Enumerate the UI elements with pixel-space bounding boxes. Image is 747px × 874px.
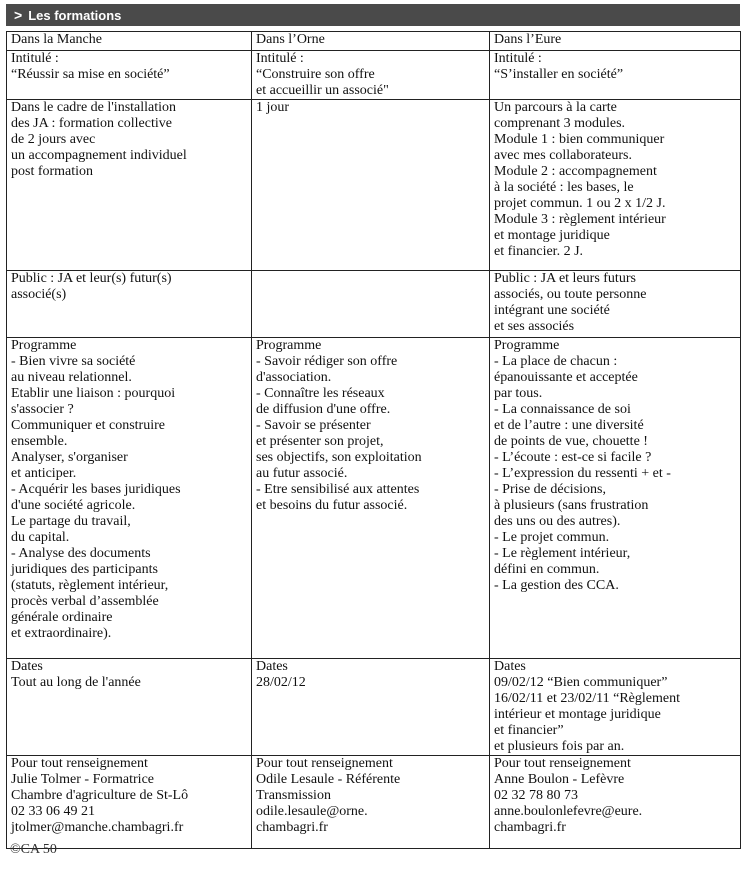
table-row-public xyxy=(7,271,741,338)
chevron-right-icon: > xyxy=(14,7,23,23)
cell-description-manche: Dans le cadre de l'installation des JA : formation collective de 2 jours avec un accompagnement individuel post formation xyxy=(7,100,252,271)
column-header-eure: Dans l’Eure xyxy=(490,32,741,51)
table-row-contact xyxy=(7,756,741,849)
cell-public-eure: Public : JA et leurs futurs associés, ou toute personne intégrant une société et ses associés xyxy=(490,271,741,338)
formations-table xyxy=(6,31,741,849)
table-row-programme xyxy=(7,338,741,659)
cell-contact-orne: Pour tout renseignement Odile Lesaule - Référente Transmission odile.lesaule@orne. chambagri.fr xyxy=(252,756,490,849)
cell-contact-eure: Pour tout renseignement Anne Boulon - Lefèvre 02 32 78 80 73 anne.boulonlefevre@eure. chambagri.fr xyxy=(490,756,741,849)
cell-intitule-manche: Intitulé : “Réussir sa mise en société” xyxy=(7,51,252,100)
table-row-description xyxy=(7,100,741,271)
table-row-dates xyxy=(7,659,741,756)
cell-public-manche: Public : JA et leur(s) futur(s) associé(s) xyxy=(7,271,252,338)
cell-public-orne xyxy=(252,271,490,338)
cell-programme-manche: Programme - Bien vivre sa société au niveau relationnel. Etablir une liaison : pourquoi s'associer ? Communiquer et construire ensemble. Analyser, s'organiser et anticiper. - Acquérir les bases juridiques d'une société agricole. Le partage du travail, du capital. - Analyse des documents juridiques des participants (statuts, règlement intérieur, procès verbal d’assemblée générale ordinaire et extraordinaire). xyxy=(7,338,252,659)
cell-dates-orne: Dates 28/02/12 xyxy=(252,659,490,756)
cell-programme-eure: Programme - La place de chacun : épanouissante et acceptée par tous. - La connaissance de soi et de l’autre : une diversité de points de vue, chouette ! - L’écoute : est-ce si facile ? - L’expression du ressenti + et - - Prise de décisions, à plusieurs (sans frustration des uns ou des autres). - Le projet commun. - Le règlement intérieur, défini en commun. - La gestion des CCA. xyxy=(490,338,741,659)
cell-description-eure: Un parcours à la carte comprenant 3 modules. Module 1 : bien communiquer avec mes collaborateurs. Module 2 : accompagnement à la société : les bases, le projet commun. 1 ou 2 x 1/2 J. Module 3 : règlement intérieur et montage juridique et financier. 2 J. xyxy=(490,100,741,271)
cell-contact-manche: Pour tout renseignement Julie Tolmer - Formatrice Chambre d'agriculture de St-Lô 02 33 06 49 21 jtolmer@manche.chambagri.fr xyxy=(7,756,252,849)
table-row-intitule xyxy=(7,51,741,100)
cell-intitule-orne: Intitulé : “Construire son offre et accueillir un associé" xyxy=(252,51,490,100)
column-header-orne: Dans l’Orne xyxy=(252,32,490,51)
section-banner xyxy=(6,4,740,26)
column-header-manche: Dans la Manche xyxy=(7,32,252,51)
cell-dates-manche: Dates Tout au long de l'année xyxy=(7,659,252,756)
photo-credit: ©CA 50 xyxy=(10,842,57,857)
cell-description-orne: 1 jour xyxy=(252,100,490,271)
cell-intitule-eure: Intitulé : “S’installer en société” xyxy=(490,51,741,100)
cell-programme-orne: Programme - Savoir rédiger son offre d'association. - Connaître les réseaux de diffusion d'une offre. - Savoir se présenter et présenter son projet, ses objectifs, son exploitation au futur associé. - Etre sensibilisé aux attentes et besoins du futur associé. xyxy=(252,338,490,659)
banner-title: Les formations xyxy=(28,7,122,23)
cell-dates-eure: Dates 09/02/12 “Bien communiquer” 16/02/11 et 23/02/11 “Règlement intérieur et montage juridique et financier” et plusieurs fois par an. xyxy=(490,659,741,756)
header-row xyxy=(7,32,741,51)
